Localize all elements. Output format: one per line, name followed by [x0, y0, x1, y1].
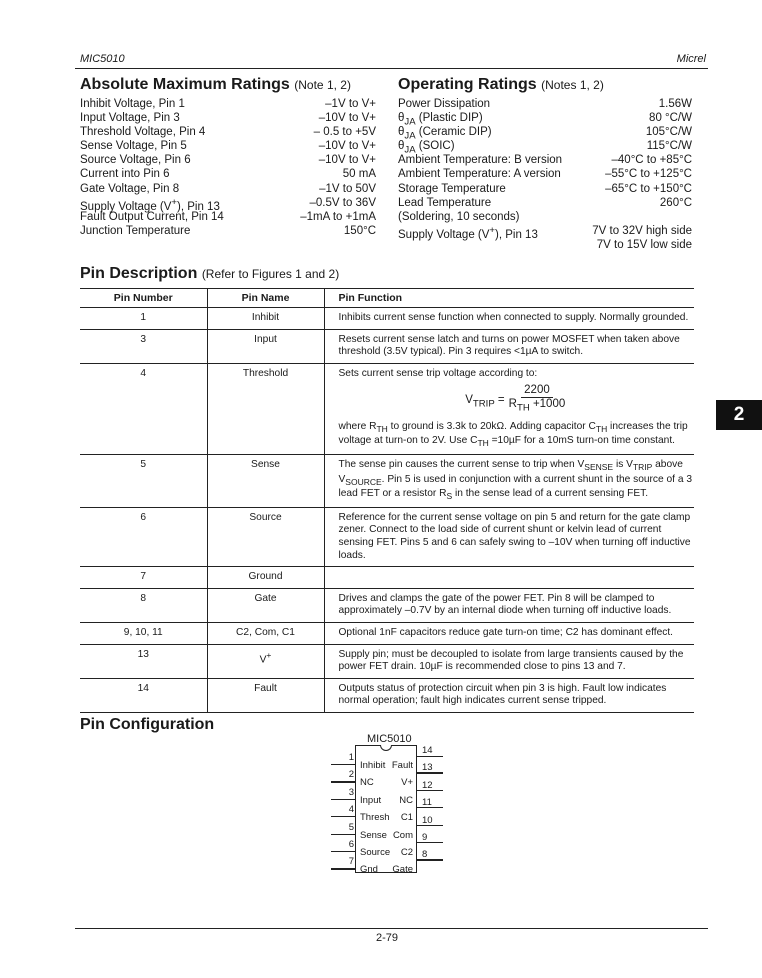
table-row	[80, 329, 694, 363]
pin-number-label: 9	[422, 832, 428, 843]
abs-max-heading	[80, 76, 351, 94]
pin-desc-heading	[80, 265, 339, 283]
op-value: 80 °C/W	[649, 112, 692, 125]
op-label: $\theta_{JA}$ (Ceramic DIP)	[398, 126, 492, 142]
abs-max-value: –1V to 50V	[319, 182, 376, 195]
pin-label: Input	[360, 794, 382, 806]
pin-function-text: Supply pin; must be decoupled to isolate from large transients caused by the power FET drain. 10µF is recommended close to pins 13 and 7.	[338, 648, 684, 673]
trip-voltage-formula	[339, 384, 693, 414]
op-value: –55°C to +125°C	[605, 168, 692, 181]
pin-lead	[331, 799, 355, 800]
abs-max-value: –10V to V+	[318, 112, 376, 125]
op-label: $\theta_{JA}$ (Plastic DIP)	[398, 112, 483, 128]
table-row	[80, 644, 694, 678]
pin-number-label: 11	[422, 797, 432, 809]
pin-name: Gate	[207, 588, 324, 622]
op-label: (Soldering, 10 seconds)	[398, 210, 520, 223]
pin-number-label: 6	[348, 839, 354, 850]
col-header-pin-name: Pin Name	[207, 289, 324, 308]
table-row	[80, 507, 694, 566]
pin-function-text: Inhibits current sense function when connected to supply. Normally grounded.	[338, 312, 689, 323]
table-row	[80, 678, 694, 712]
pin-number-label: 1	[348, 752, 354, 763]
doc-brand: Micrel	[676, 53, 706, 65]
abs-max-value: –1V to V+	[325, 98, 376, 110]
pin-label: Gate	[392, 864, 413, 876]
abs-max-row	[80, 196, 376, 213]
pin-number-label: 5	[348, 821, 354, 833]
pin-label: Gnd	[360, 864, 378, 876]
abs-max-row	[80, 167, 376, 181]
op-value: 7V to 15V low side	[596, 238, 692, 251]
abs-max-label: Source Voltage, Pin 6	[80, 154, 191, 167]
pin-label: V+	[401, 777, 413, 789]
pin-number: 13	[80, 644, 207, 678]
op-label: $\theta_{JA}$ (SOIC)	[398, 140, 455, 156]
pin-lead	[331, 816, 355, 817]
op-row	[398, 167, 692, 181]
pin-number-label: 14	[422, 745, 433, 756]
table-row	[80, 454, 694, 507]
op-note: (Notes 1, 2)	[541, 78, 604, 92]
pin-number-label: 7	[348, 856, 354, 868]
header-rule	[75, 68, 708, 69]
pin-lead	[331, 781, 355, 782]
op-value: 260°C	[659, 196, 692, 209]
abs-max-list	[80, 97, 376, 238]
abs-max-row	[80, 210, 376, 224]
section-tab: 2	[716, 400, 762, 430]
op-value: –65°C to +150°C	[605, 182, 692, 195]
pin-function-text: Reference for the current sense voltage on pin 5 and return for the gate clamp zener. Connect to the load side of current shunt or kelvin lead of current sensing FET. Pins 5 and 6 can safely swing to –10V when turning off inductive loads.	[338, 511, 691, 561]
col-header-pin-function: Pin Function	[324, 289, 694, 308]
pin-name: Inhibit	[207, 308, 324, 330]
page-number: 2-79	[376, 932, 399, 944]
pin-number: 3	[80, 329, 207, 363]
op-value: 1.56W	[658, 98, 692, 110]
op-label: Ambient Temperature: A version	[398, 168, 561, 181]
op-label: Storage Temperature	[398, 182, 506, 195]
abs-max-value: – 0.5 to +5V	[313, 126, 376, 139]
chip-label: MIC5010	[367, 733, 412, 745]
abs-max-value: –10V to V+	[318, 140, 376, 153]
col-header-pin-number: Pin Number	[80, 289, 207, 308]
pin-label: Thresh	[360, 812, 390, 824]
pin-function	[324, 567, 694, 589]
pin-lead	[331, 851, 355, 852]
pin1-notch	[380, 745, 392, 751]
pin-number-label: 4	[348, 804, 354, 816]
pin-number-label: 12	[422, 779, 433, 791]
pin-name: Threshold	[207, 363, 324, 454]
pin-function-text: Drives and clamps the gate of the power FET. Pin 8 will be clamped to approximately –0.7V by an internal diode when turning off inductive loads.	[338, 592, 672, 617]
op-label: Supply Voltage (V+), Pin 13	[398, 224, 538, 241]
abs-max-label: Input Voltage, Pin 3	[80, 112, 180, 125]
op-list	[398, 97, 692, 252]
pin-lead	[417, 859, 443, 860]
doc-part-number: MIC5010	[80, 53, 125, 65]
pin-lead	[331, 834, 355, 835]
pin-function-text: Optional 1nF capacitors reduce gate turn-on time; C2 has dominant effect.	[338, 626, 673, 638]
abs-max-value: 150°C	[343, 224, 376, 237]
pin-function-text: Outputs status of protection circuit when pin 3 is high. Fault low indicates normal operation; fault high indicates current sense tripped.	[338, 682, 667, 707]
pin-function	[324, 678, 694, 712]
abs-max-row	[80, 97, 376, 111]
abs-max-label: Fault Output Current, Pin 14	[80, 210, 224, 223]
abs-max-row	[80, 182, 376, 196]
abs-max-value: –10V to V+	[318, 154, 376, 167]
op-row	[398, 196, 692, 210]
op-label: Power Dissipation	[398, 98, 491, 110]
pin-function-text: The sense pin causes the current sense to trip when $V_{SENSE}$ is $V_{TRIP}$ above $V_{SOURCE}$. Pin 5 is used in conjunction with a current shunt in the source of a 3 lead FET or a resistor $R_S$ in the sense lead of a current sensing FET.	[338, 458, 693, 502]
pin-label: NC	[399, 794, 413, 806]
table-header-row	[80, 289, 694, 308]
pin-config-title: Pin Configuration	[80, 716, 215, 733]
table-row	[80, 622, 694, 644]
pin-number-label: 13	[422, 762, 433, 774]
pin-lead	[331, 868, 355, 869]
pin-function-text: Resets current sense latch and turns on power MOSFET when taken above threshold (3.5V typical). Pin 3 requires <1µA to switch.	[338, 333, 680, 358]
abs-max-title: Absolute Maximum Ratings	[80, 76, 290, 93]
pin-lead	[331, 764, 355, 765]
pin-name: Ground	[207, 567, 324, 589]
op-row	[398, 182, 692, 196]
pin-number-label: 8	[422, 849, 428, 861]
abs-max-value: –1mA to +1mA	[300, 210, 376, 223]
pin-number-label: 3	[348, 786, 354, 798]
abs-max-value: –0.5V to 36V	[309, 196, 376, 209]
table-row	[80, 588, 694, 622]
pin-function	[324, 454, 694, 507]
op-row	[398, 210, 692, 224]
abs-max-label: Current into Pin 6	[80, 168, 170, 181]
pin-name: Source	[207, 507, 324, 566]
pin-function-text	[339, 571, 693, 584]
pin-function	[324, 644, 694, 678]
abs-max-label: Junction Temperature	[80, 224, 191, 237]
pin-function	[324, 588, 694, 622]
pin-number: 14	[80, 678, 207, 712]
pin-name: C2, Com, C1	[207, 622, 324, 644]
abs-max-row	[80, 125, 376, 139]
formula-lhs: $V_{TRIP}$ =	[465, 393, 505, 409]
abs-max-label: Sense Voltage, Pin 5	[80, 140, 187, 153]
abs-max-row	[80, 224, 376, 238]
pin-label: Fault	[391, 760, 413, 771]
pin-label: NC	[360, 777, 374, 789]
pin-number: 9, 10, 11	[80, 622, 207, 644]
abs-max-label: Supply Voltage (V+), Pin 13	[80, 196, 220, 213]
pin-lead	[417, 756, 443, 757]
pin-desc-note: (Refer to Figures 1 and 2)	[201, 267, 340, 281]
op-value: 7V to 32V high side	[592, 224, 692, 237]
op-row	[398, 97, 692, 111]
abs-max-row	[80, 111, 376, 125]
threshold-note: where $R_{TH}$ to ground is 3.3k to 20kΩ. Adding capacitor $C_{TH}$ increases the trip voltage at turn-on to 2V. Use $C_{TH} =10\mu F$ for a 10mS turn-on time constant.	[338, 420, 688, 449]
table-row	[80, 308, 694, 330]
pin-function	[324, 308, 694, 330]
pin-desc-title: Pin Description	[80, 265, 198, 282]
pin-function	[324, 329, 694, 363]
formula-numerator: 2200	[521, 384, 553, 398]
pin-name: Sense	[207, 454, 324, 507]
pin-label: C1	[400, 812, 413, 824]
pin-label: Sense	[360, 829, 387, 841]
pin-label: Com	[392, 829, 413, 841]
pin-number: 7	[80, 567, 207, 589]
abs-max-row	[80, 153, 376, 167]
abs-max-note: (Note 1, 2)	[294, 78, 351, 92]
op-heading	[398, 76, 604, 94]
pin-number: 1	[80, 308, 207, 330]
pin-lead	[417, 842, 443, 843]
pin-name: V+	[207, 644, 324, 678]
op-row	[398, 139, 692, 156]
table-row	[80, 363, 694, 454]
op-row	[398, 111, 692, 128]
pin-label: Inhibit	[360, 760, 386, 771]
op-row	[398, 153, 692, 167]
pin-function	[324, 507, 694, 566]
op-label: Ambient Temperature: B version	[398, 154, 563, 167]
abs-max-label: Threshold Voltage, Pin 4	[80, 126, 206, 139]
pin-number: 4	[80, 363, 207, 454]
formula-denominator: $R_{TH} +1000$	[508, 398, 566, 414]
op-title: Operating Ratings	[398, 76, 537, 93]
op-value: –40°C to +85°C	[611, 154, 692, 167]
op-row	[398, 125, 692, 142]
pin-number-label: 10	[422, 814, 433, 826]
footer-rule	[75, 928, 708, 929]
pin-function-text: Sets current sense trip voltage according to:	[338, 367, 538, 379]
abs-max-label: Inhibit Voltage, Pin 1	[80, 98, 185, 110]
abs-max-label: Gate Voltage, Pin 8	[80, 182, 180, 195]
pin-number: 6	[80, 507, 207, 566]
abs-max-row	[80, 139, 376, 153]
pin-label: Source	[360, 847, 391, 858]
op-label: Lead Temperature	[398, 196, 492, 209]
table-row	[80, 567, 694, 589]
pin-number-label: 2	[348, 769, 354, 781]
op-row	[398, 224, 692, 241]
pin-number: 5	[80, 454, 207, 507]
pin-function	[324, 622, 694, 644]
pin-number: 8	[80, 588, 207, 622]
pin-function	[324, 363, 694, 454]
pin-name: Input	[207, 329, 324, 363]
abs-max-value: 50 mA	[342, 168, 376, 181]
op-value: 115°C/W	[646, 140, 692, 153]
pin-description-table	[80, 288, 694, 713]
op-value: 105°C/W	[645, 126, 692, 139]
pin-name: Fault	[207, 678, 324, 712]
pin-label: C2	[400, 847, 413, 858]
